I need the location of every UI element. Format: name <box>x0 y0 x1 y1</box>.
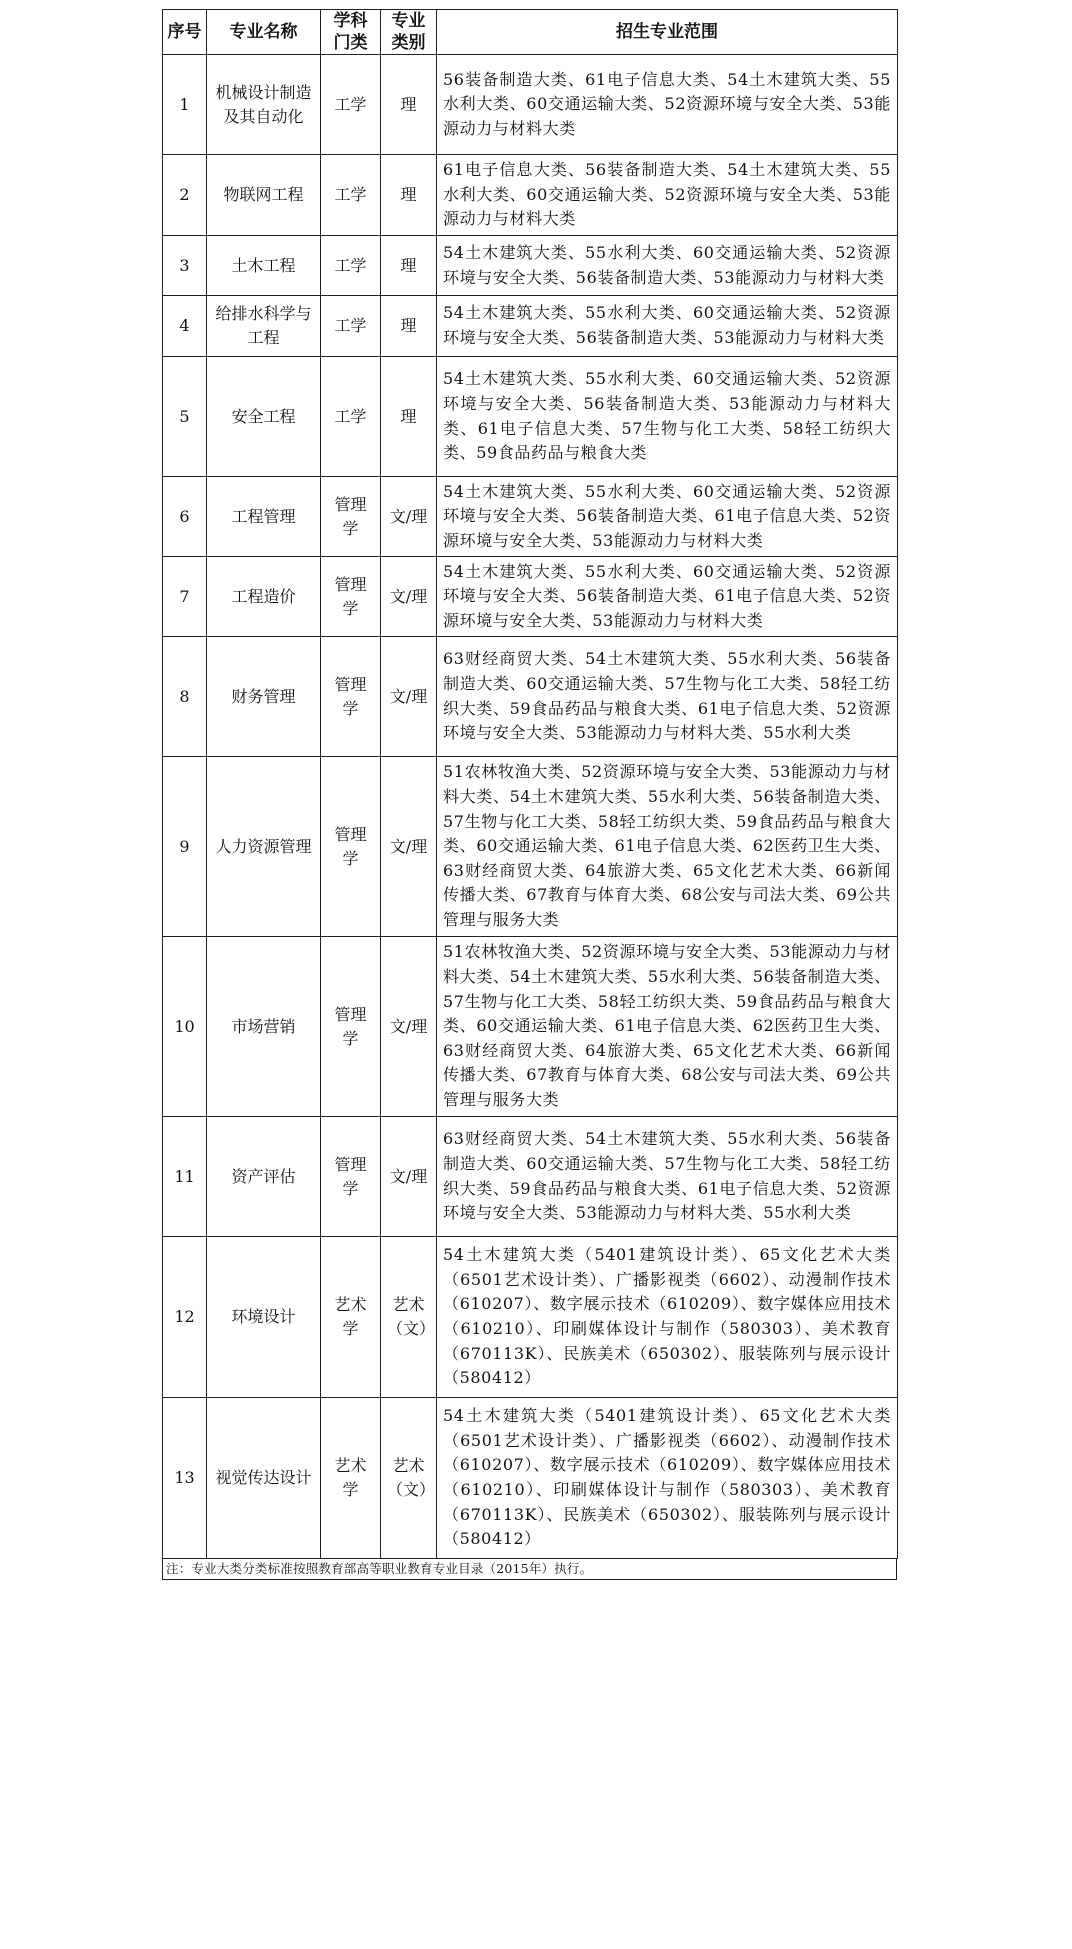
admission-scope: 56装备制造大类、61电子信息大类、54土木建筑大类、55水利大类、60交通运输大类、52资源环境与安全大类、53能源动力与材料大类 <box>437 55 898 155</box>
major-name: 工程造价 <box>207 557 321 637</box>
admission-document <box>162 9 897 1580</box>
table-row <box>163 937 898 1117</box>
row-number: 1 <box>163 55 207 155</box>
major-name: 视觉传达设计 <box>207 1398 321 1559</box>
major-name: 工程管理 <box>207 477 321 557</box>
table-row <box>163 55 898 155</box>
major-category: 文/理 <box>381 477 437 557</box>
row-number: 9 <box>163 757 207 937</box>
discipline-type: 工学 <box>321 55 381 155</box>
table-row <box>163 477 898 557</box>
major-name: 土木工程 <box>207 236 321 296</box>
table-row <box>163 637 898 757</box>
header-row <box>163 10 898 55</box>
discipline-type: 管理学 <box>321 757 381 937</box>
discipline-type: 管理学 <box>321 557 381 637</box>
admission-scope: 54土木建筑大类、55水利大类、60交通运输大类、52资源环境与安全大类、56装备制造大类、53能源动力与材料大类、61电子信息大类、57生物与化工大类、58轻工纺织大类、59食品药品与粮食大类 <box>437 357 898 477</box>
major-category: 文/理 <box>381 1117 437 1237</box>
major-category: 艺术（文） <box>381 1237 437 1398</box>
table-row <box>163 757 898 937</box>
row-number: 5 <box>163 357 207 477</box>
discipline-type: 工学 <box>321 155 381 236</box>
admission-scope: 63财经商贸大类、54土木建筑大类、55水利大类、56装备制造大类、60交通运输大类、57生物与化工大类、58轻工纺织大类、59食品药品与粮食大类、61电子信息大类、52资源环境与安全大类、53能源动力与材料大类、55水利大类 <box>437 637 898 757</box>
major-category: 理 <box>381 357 437 477</box>
admission-scope: 54土木建筑大类、55水利大类、60交通运输大类、52资源环境与安全大类、56装备制造大类、53能源动力与材料大类 <box>437 296 898 357</box>
header-scope: 招生专业范围 <box>437 10 898 55</box>
admission-scope: 51农林牧渔大类、52资源环境与安全大类、53能源动力与材料大类、54土木建筑大类、55水利大类、56装备制造大类、57生物与化工大类、58轻工纺织大类、59食品药品与粮食大类、60交通运输大类、61电子信息大类、62医药卫生大类、63财经商贸大类、64旅游大类、65文化艺术大类、66新闻传播大类、67教育与体育大类、68公安与司法大类、69公共管理与服务大类 <box>437 937 898 1117</box>
row-number: 8 <box>163 637 207 757</box>
admission-scope: 54土木建筑大类（5401建筑设计类）、65文化艺术大类（6501艺术设计类）、广播影视类（6602）、动漫制作技术（610207）、数字展示技术（610209）、数字媒体应用技术（610210）、印刷媒体设计与制作（580303）、美术教育（670113K）、民族美术（650302）、服装陈列与展示设计（580412） <box>437 1237 898 1398</box>
major-name: 安全工程 <box>207 357 321 477</box>
discipline-type: 工学 <box>321 236 381 296</box>
major-category: 理 <box>381 236 437 296</box>
admission-scope: 54土木建筑大类（5401建筑设计类）、65文化艺术大类（6501艺术设计类）、广播影视类（6602）、动漫制作技术（610207）、数字展示技术（610209）、数字媒体应用技术（610210）、印刷媒体设计与制作（580303）、美术教育（670113K）、民族美术（650302）、服装陈列与展示设计（580412） <box>437 1398 898 1559</box>
header-major: 专业名称 <box>207 10 321 55</box>
discipline-type: 艺术学 <box>321 1237 381 1398</box>
major-category: 文/理 <box>381 937 437 1117</box>
admission-scope: 54土木建筑大类、55水利大类、60交通运输大类、52资源环境与安全大类、56装备制造大类、53能源动力与材料大类 <box>437 236 898 296</box>
discipline-type: 工学 <box>321 357 381 477</box>
admission-scope: 54土木建筑大类、55水利大类、60交通运输大类、52资源环境与安全大类、56装备制造大类、61电子信息大类、52资源环境与安全大类、53能源动力与材料大类 <box>437 557 898 637</box>
admission-scope: 51农林牧渔大类、52资源环境与安全大类、53能源动力与材料大类、54土木建筑大类、55水利大类、56装备制造大类、57生物与化工大类、58轻工纺织大类、59食品药品与粮食大类、60交通运输大类、61电子信息大类、62医药卫生大类、63财经商贸大类、64旅游大类、65文化艺术大类、66新闻传播大类、67教育与体育大类、68公安与司法大类、69公共管理与服务大类 <box>437 757 898 937</box>
admission-scope-table <box>162 9 898 1559</box>
major-name: 环境设计 <box>207 1237 321 1398</box>
major-category: 文/理 <box>381 757 437 937</box>
discipline-type: 管理学 <box>321 937 381 1117</box>
row-number: 10 <box>163 937 207 1117</box>
major-category: 艺术（文） <box>381 1398 437 1559</box>
major-name: 机械设计制造及其自动化 <box>207 55 321 155</box>
table-row <box>163 1117 898 1237</box>
discipline-type: 管理学 <box>321 637 381 757</box>
row-number: 2 <box>163 155 207 236</box>
row-number: 7 <box>163 557 207 637</box>
row-number: 3 <box>163 236 207 296</box>
table-row <box>163 1237 898 1398</box>
table-row <box>163 557 898 637</box>
major-category: 理 <box>381 55 437 155</box>
row-number: 11 <box>163 1117 207 1237</box>
major-category: 文/理 <box>381 637 437 757</box>
row-number: 4 <box>163 296 207 357</box>
row-number: 12 <box>163 1237 207 1398</box>
major-name: 给排水科学与工程 <box>207 296 321 357</box>
row-number: 13 <box>163 1398 207 1559</box>
major-category: 文/理 <box>381 557 437 637</box>
table-body <box>163 55 898 1559</box>
admission-scope: 54土木建筑大类、55水利大类、60交通运输大类、52资源环境与安全大类、56装备制造大类、61电子信息大类、52资源环境与安全大类、53能源动力与材料大类 <box>437 477 898 557</box>
major-name: 市场营销 <box>207 937 321 1117</box>
major-name: 资产评估 <box>207 1117 321 1237</box>
major-name: 财务管理 <box>207 637 321 757</box>
header-discipline: 学科门类 <box>321 10 381 55</box>
table-row <box>163 296 898 357</box>
table-row <box>163 155 898 236</box>
discipline-type: 管理学 <box>321 1117 381 1237</box>
admission-scope: 61电子信息大类、56装备制造大类、54土木建筑大类、55水利大类、60交通运输大类、52资源环境与安全大类、53能源动力与材料大类 <box>437 155 898 236</box>
major-category: 理 <box>381 296 437 357</box>
major-name: 物联网工程 <box>207 155 321 236</box>
header-no: 序号 <box>163 10 207 55</box>
discipline-type: 管理学 <box>321 477 381 557</box>
table-row <box>163 1398 898 1559</box>
major-category: 理 <box>381 155 437 236</box>
major-name: 人力资源管理 <box>207 757 321 937</box>
discipline-type: 工学 <box>321 296 381 357</box>
footnote: 注：专业大类分类标准按照教育部高等职业教育专业目录（2015年）执行。 <box>162 1559 897 1580</box>
table-row <box>163 236 898 296</box>
row-number: 6 <box>163 477 207 557</box>
header-category: 专业类别 <box>381 10 437 55</box>
table-row <box>163 357 898 477</box>
discipline-type: 艺术学 <box>321 1398 381 1559</box>
admission-scope: 63财经商贸大类、54土木建筑大类、55水利大类、56装备制造大类、60交通运输大类、57生物与化工大类、58轻工纺织大类、59食品药品与粮食大类、61电子信息大类、52资源环境与安全大类、53能源动力与材料大类、55水利大类 <box>437 1117 898 1237</box>
